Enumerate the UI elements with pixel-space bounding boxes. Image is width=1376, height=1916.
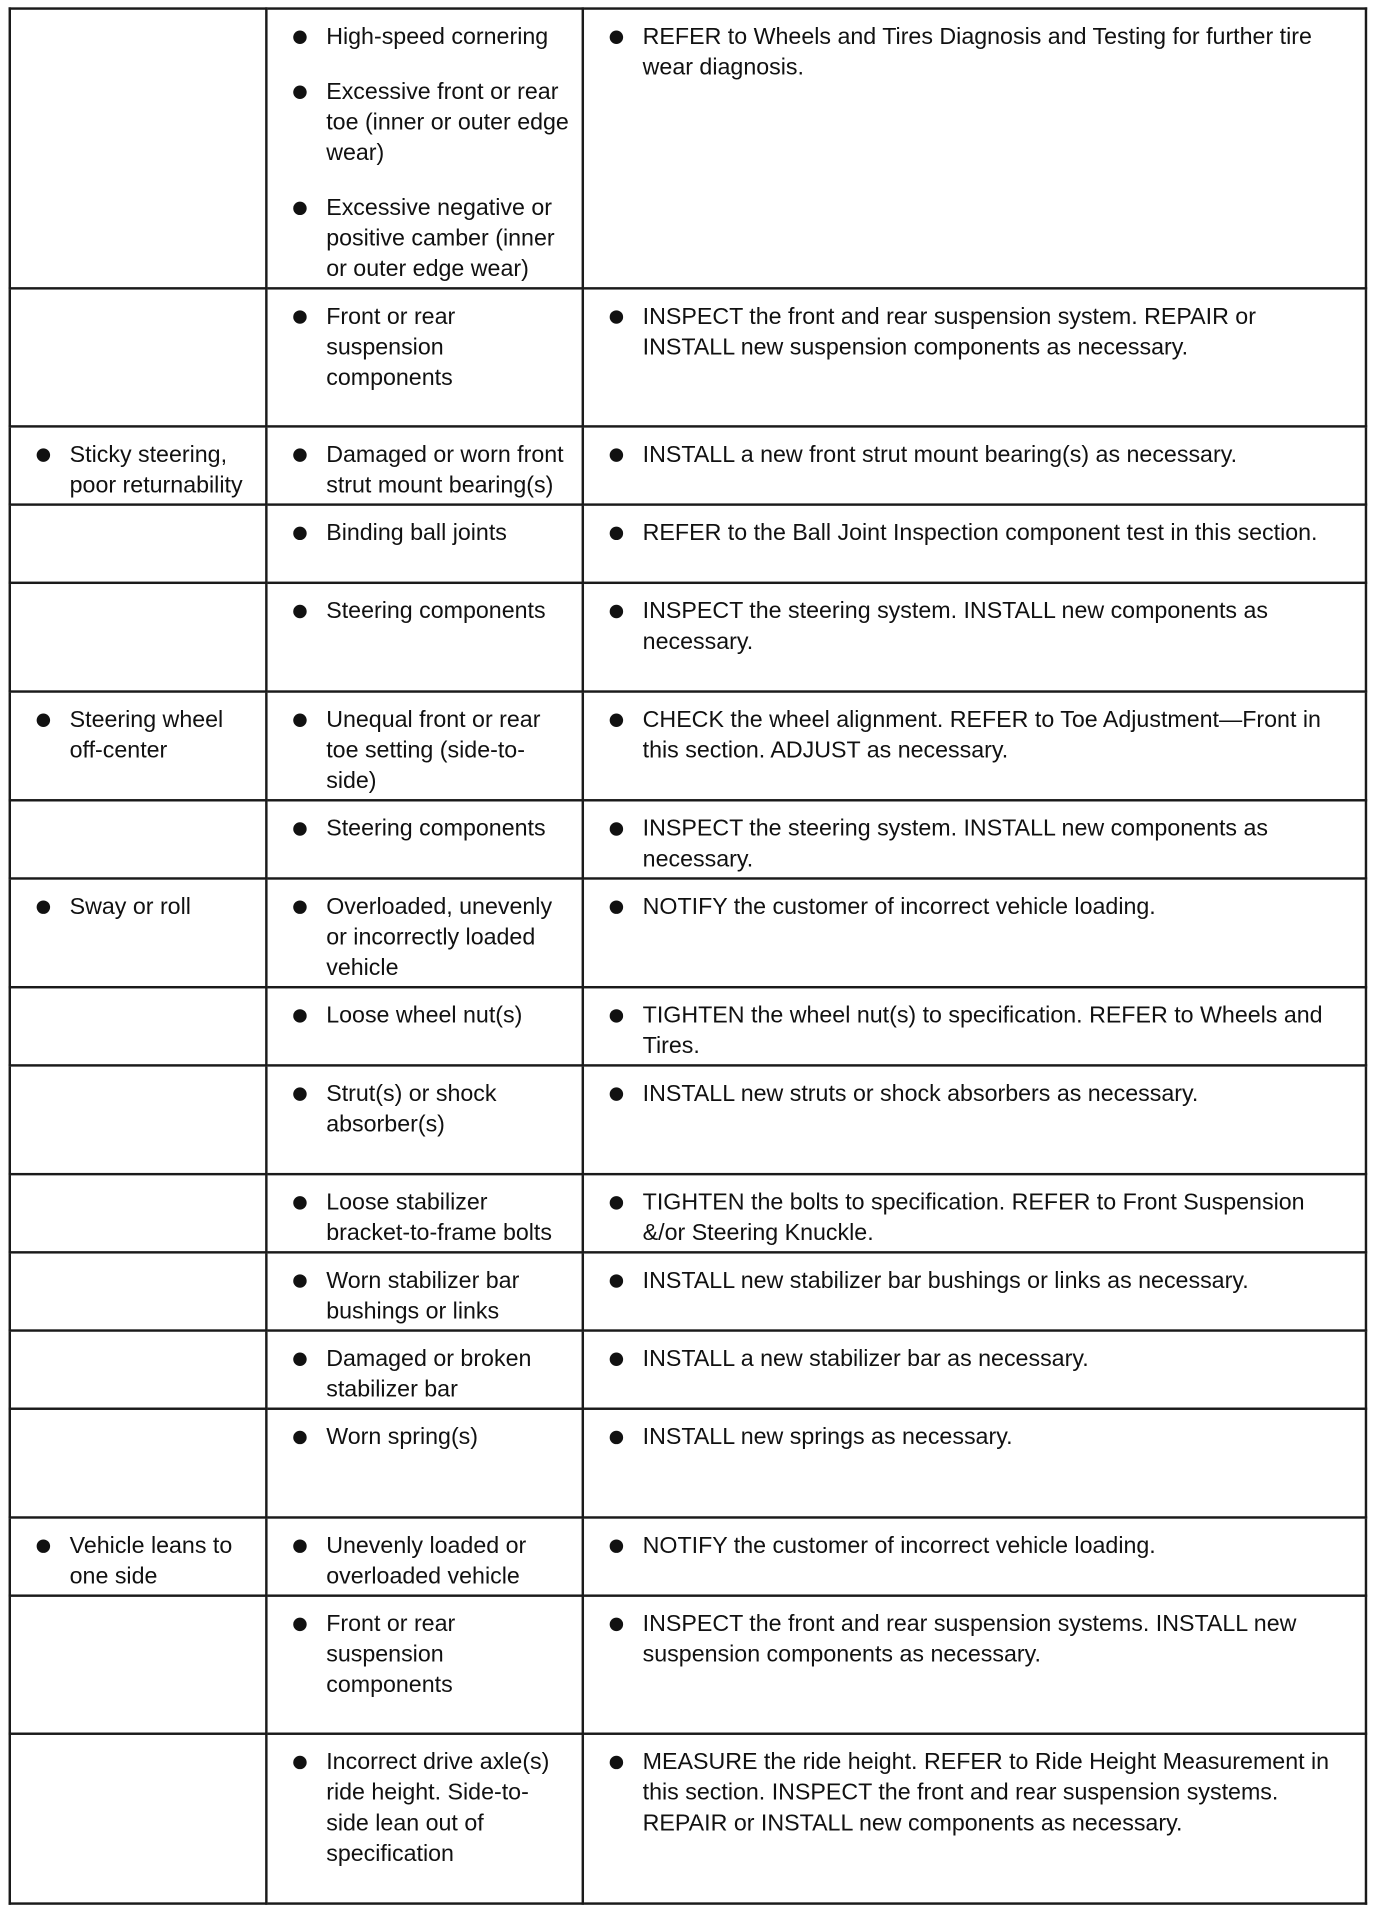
table-row [10, 800, 1366, 878]
table-row [10, 1252, 1366, 1330]
list-item [31, 892, 253, 923]
possible-source-cell [266, 1065, 582, 1174]
list-item [287, 1531, 569, 1592]
list-item [604, 518, 1353, 549]
item-text: INSTALL new springs as necessary. [642, 1424, 1013, 1451]
bullet-icon [293, 1274, 306, 1287]
bullet-icon [610, 1756, 623, 1769]
action-cell [583, 1065, 1366, 1174]
table-row [10, 987, 1366, 1065]
item-text: INSPECT the front and rear suspension system. REPAIR or INSTALL new suspension components as necessary. [642, 304, 1256, 361]
item-text: CHECK the wheel alignment. REFER to Toe Adjustment—Front in this section. ADJUST as necessary. [642, 707, 1321, 764]
list-item [604, 1266, 1353, 1297]
possible-source-cell [266, 1409, 582, 1518]
list-item [604, 1609, 1353, 1670]
item-text: Unequal front or rear toe setting (side-to-side) [326, 707, 541, 795]
diagnosis-table [9, 7, 1368, 1904]
bullet-icon [37, 1539, 50, 1552]
list-item [287, 302, 569, 394]
possible-source-cell [266, 505, 582, 583]
bullet-icon [293, 605, 306, 618]
table-row [10, 426, 1366, 504]
list-item [287, 1422, 569, 1453]
bullet-icon [610, 1539, 623, 1552]
item-text: INSTALL new struts or shock absorbers as necessary. [642, 1081, 1199, 1107]
item-text: INSTALL a new stabilizer bar as necessary. [642, 1346, 1089, 1373]
possible-source-cell [266, 1252, 582, 1330]
list-item [31, 1531, 253, 1592]
list-item [287, 892, 569, 984]
list-item [287, 1001, 569, 1032]
possible-source-cell [266, 987, 582, 1065]
condition-cell [10, 1174, 267, 1252]
table-row [10, 505, 1366, 583]
possible-source-cell [266, 1517, 582, 1595]
list-item [604, 302, 1353, 363]
bullet-icon [610, 1353, 623, 1366]
action-cell [583, 426, 1366, 504]
action-cell [583, 1409, 1366, 1518]
list-item [287, 596, 569, 627]
action-cell [583, 583, 1366, 692]
condition-cell [10, 1734, 267, 1904]
bullet-icon [610, 822, 623, 835]
item-text: Vehicle leans to one side [69, 1533, 233, 1590]
bullet-icon [610, 714, 623, 727]
item-text: REFER to Wheels and Tires Diagnosis and Testing for further tire wear diagnosis. [642, 24, 1312, 81]
item-text: Strut(s) or shock absorber(s) [326, 1081, 497, 1138]
action-cell [583, 800, 1366, 878]
bullet-icon [610, 31, 623, 44]
item-text: Front or rear suspension components [326, 1611, 456, 1699]
condition-cell [10, 9, 267, 289]
bullet-icon [610, 605, 623, 618]
list-item [287, 193, 569, 285]
list-item [287, 1747, 569, 1869]
item-text: Sticky steering, poor returnability [69, 442, 243, 499]
possible-source-cell [266, 878, 582, 987]
item-text: NOTIFY the customer of incorrect vehicle loading. [642, 1533, 1156, 1560]
action-cell [583, 1734, 1366, 1904]
bullet-icon [293, 310, 306, 323]
item-text: Excessive front or rear toe (inner or outer edge wear) [326, 79, 569, 167]
table-row [10, 1331, 1366, 1409]
item-text: INSPECT the front and rear suspension systems. INSTALL new suspension components as necessary. [642, 1611, 1297, 1668]
bullet-icon [293, 1618, 306, 1631]
item-text: INSTALL new stabilizer bar bushings or links as necessary. [642, 1268, 1249, 1294]
item-text: Damaged or worn front strut mount bearing(s) [326, 442, 564, 499]
list-item [604, 1001, 1353, 1062]
item-text: Sway or roll [69, 894, 191, 921]
bullet-icon [610, 1087, 623, 1100]
list-item [287, 1079, 569, 1140]
table-row [10, 1174, 1366, 1252]
list-item [604, 1079, 1353, 1110]
table-row [10, 288, 1366, 426]
bullet-icon [610, 1618, 623, 1631]
possible-source-cell [266, 9, 582, 289]
action-cell [583, 1174, 1366, 1252]
bullet-icon [610, 448, 623, 461]
bullet-icon [293, 31, 306, 44]
condition-cell [10, 1065, 267, 1174]
table-row [10, 1517, 1366, 1595]
action-cell [583, 1517, 1366, 1595]
condition-cell [10, 288, 267, 426]
item-text: Worn spring(s) [326, 1424, 479, 1451]
item-text: High-speed cornering [326, 24, 549, 51]
bullet-icon [293, 527, 306, 540]
bullet-icon [293, 1756, 306, 1769]
bullet-icon [37, 448, 50, 461]
possible-source-cell [266, 583, 582, 692]
item-text: INSTALL a new front strut mount bearing(s) as necessary. [642, 442, 1238, 468]
item-text: Worn stabilizer bar bushings or links [326, 1268, 520, 1325]
list-item [287, 518, 569, 549]
condition-cell [10, 878, 267, 987]
bullet-icon [293, 900, 306, 913]
bullet-icon [293, 1353, 306, 1366]
bullet-icon [37, 900, 50, 913]
condition-cell [10, 1596, 267, 1734]
item-text: Loose wheel nut(s) [326, 1003, 523, 1029]
item-text: Unevenly loaded or overloaded vehicle [326, 1533, 527, 1590]
action-cell [583, 878, 1366, 987]
list-item [31, 440, 253, 501]
table-row [10, 1409, 1366, 1518]
bullet-icon [293, 1539, 306, 1552]
item-text: Excessive negative or positive camber (inner or outer edge wear) [326, 195, 555, 283]
item-text: Steering wheel off-center [69, 707, 224, 764]
list-item [604, 1747, 1353, 1839]
item-text: Steering components [326, 816, 546, 842]
action-cell [583, 1331, 1366, 1409]
list-item [287, 1188, 569, 1249]
list-item [287, 22, 569, 53]
table-row [10, 1734, 1366, 1904]
list-item [287, 77, 569, 169]
action-cell [583, 987, 1366, 1065]
list-item [287, 705, 569, 797]
bullet-icon [293, 822, 306, 835]
action-cell [583, 692, 1366, 801]
possible-source-cell [266, 1174, 582, 1252]
condition-cell [10, 1517, 267, 1595]
bullet-icon [293, 86, 306, 99]
condition-cell [10, 1252, 267, 1330]
list-item [287, 440, 569, 501]
bullet-icon [293, 1431, 306, 1444]
action-cell [583, 1596, 1366, 1734]
item-text: MEASURE the ride height. REFER to Ride Height Measurement in this section. INSPECT the front and rear suspension systems. REPAIR or INSTALL new components as necessary. [642, 1749, 1330, 1837]
possible-source-cell [266, 1734, 582, 1904]
item-text: Damaged or broken stabilizer bar [326, 1346, 532, 1403]
item-text: Incorrect drive axle(s) ride height. Side-to-side lean out of specification [326, 1749, 550, 1867]
action-cell [583, 505, 1366, 583]
list-item [604, 596, 1353, 657]
table-row [10, 692, 1366, 801]
list-item [604, 892, 1353, 923]
bullet-icon [610, 1431, 623, 1444]
table-row [10, 878, 1366, 987]
table-row [10, 1065, 1366, 1174]
bullet-icon [293, 202, 306, 215]
possible-source-cell [266, 692, 582, 801]
possible-source-cell [266, 426, 582, 504]
list-item [287, 1266, 569, 1327]
condition-cell [10, 1409, 267, 1518]
item-text: Front or rear suspension components [326, 304, 456, 391]
list-item [31, 705, 253, 766]
possible-source-cell [266, 1331, 582, 1409]
list-item [604, 1188, 1353, 1249]
bullet-icon [37, 714, 50, 727]
bullet-icon [610, 1196, 623, 1209]
possible-source-cell [266, 1596, 582, 1734]
condition-cell [10, 583, 267, 692]
bullet-icon [293, 714, 306, 727]
item-text: INSPECT the steering system. INSTALL new components as necessary. [642, 598, 1268, 655]
item-text: TIGHTEN the wheel nut(s) to specification. REFER to Wheels and Tires. [642, 1003, 1323, 1060]
condition-cell [10, 505, 267, 583]
item-text: Overloaded, unevenly or incorrectly loaded vehicle [326, 894, 553, 982]
possible-source-cell [266, 288, 582, 426]
list-item [604, 440, 1353, 471]
list-item [604, 1422, 1353, 1453]
bullet-icon [293, 448, 306, 461]
list-item [604, 22, 1353, 83]
bullet-icon [293, 1087, 306, 1100]
item-text: Binding ball joints [326, 520, 507, 547]
condition-cell [10, 426, 267, 504]
list-item [287, 1609, 569, 1701]
item-text: Steering components [326, 598, 546, 625]
list-item [604, 814, 1353, 875]
bullet-icon [610, 900, 623, 913]
table-row [10, 1596, 1366, 1734]
diagnosis-table-body [10, 9, 1366, 1904]
condition-cell [10, 1331, 267, 1409]
condition-cell [10, 692, 267, 801]
item-text: REFER to the Ball Joint Inspection component test in this section. [642, 520, 1318, 547]
item-text: NOTIFY the customer of incorrect vehicle loading. [642, 894, 1156, 921]
list-item [604, 1531, 1353, 1562]
item-text: INSPECT the steering system. INSTALL new components as necessary. [642, 816, 1268, 873]
action-cell [583, 288, 1366, 426]
table-row [10, 9, 1366, 289]
bullet-icon [293, 1009, 306, 1022]
table-row [10, 583, 1366, 692]
item-text: Loose stabilizer bracket-to-frame bolts [326, 1190, 553, 1247]
possible-source-cell [266, 800, 582, 878]
list-item [287, 814, 569, 845]
list-item [604, 705, 1353, 766]
bullet-icon [610, 310, 623, 323]
condition-cell [10, 800, 267, 878]
list-item [604, 1344, 1353, 1375]
bullet-icon [293, 1196, 306, 1209]
item-text: TIGHTEN the bolts to specification. REFER to Front Suspension &/or Steering Knuckle. [642, 1190, 1305, 1247]
condition-cell [10, 987, 267, 1065]
bullet-icon [610, 1274, 623, 1287]
bullet-icon [610, 527, 623, 540]
list-item [287, 1344, 569, 1405]
action-cell [583, 9, 1366, 289]
action-cell [583, 1252, 1366, 1330]
bullet-icon [610, 1009, 623, 1022]
